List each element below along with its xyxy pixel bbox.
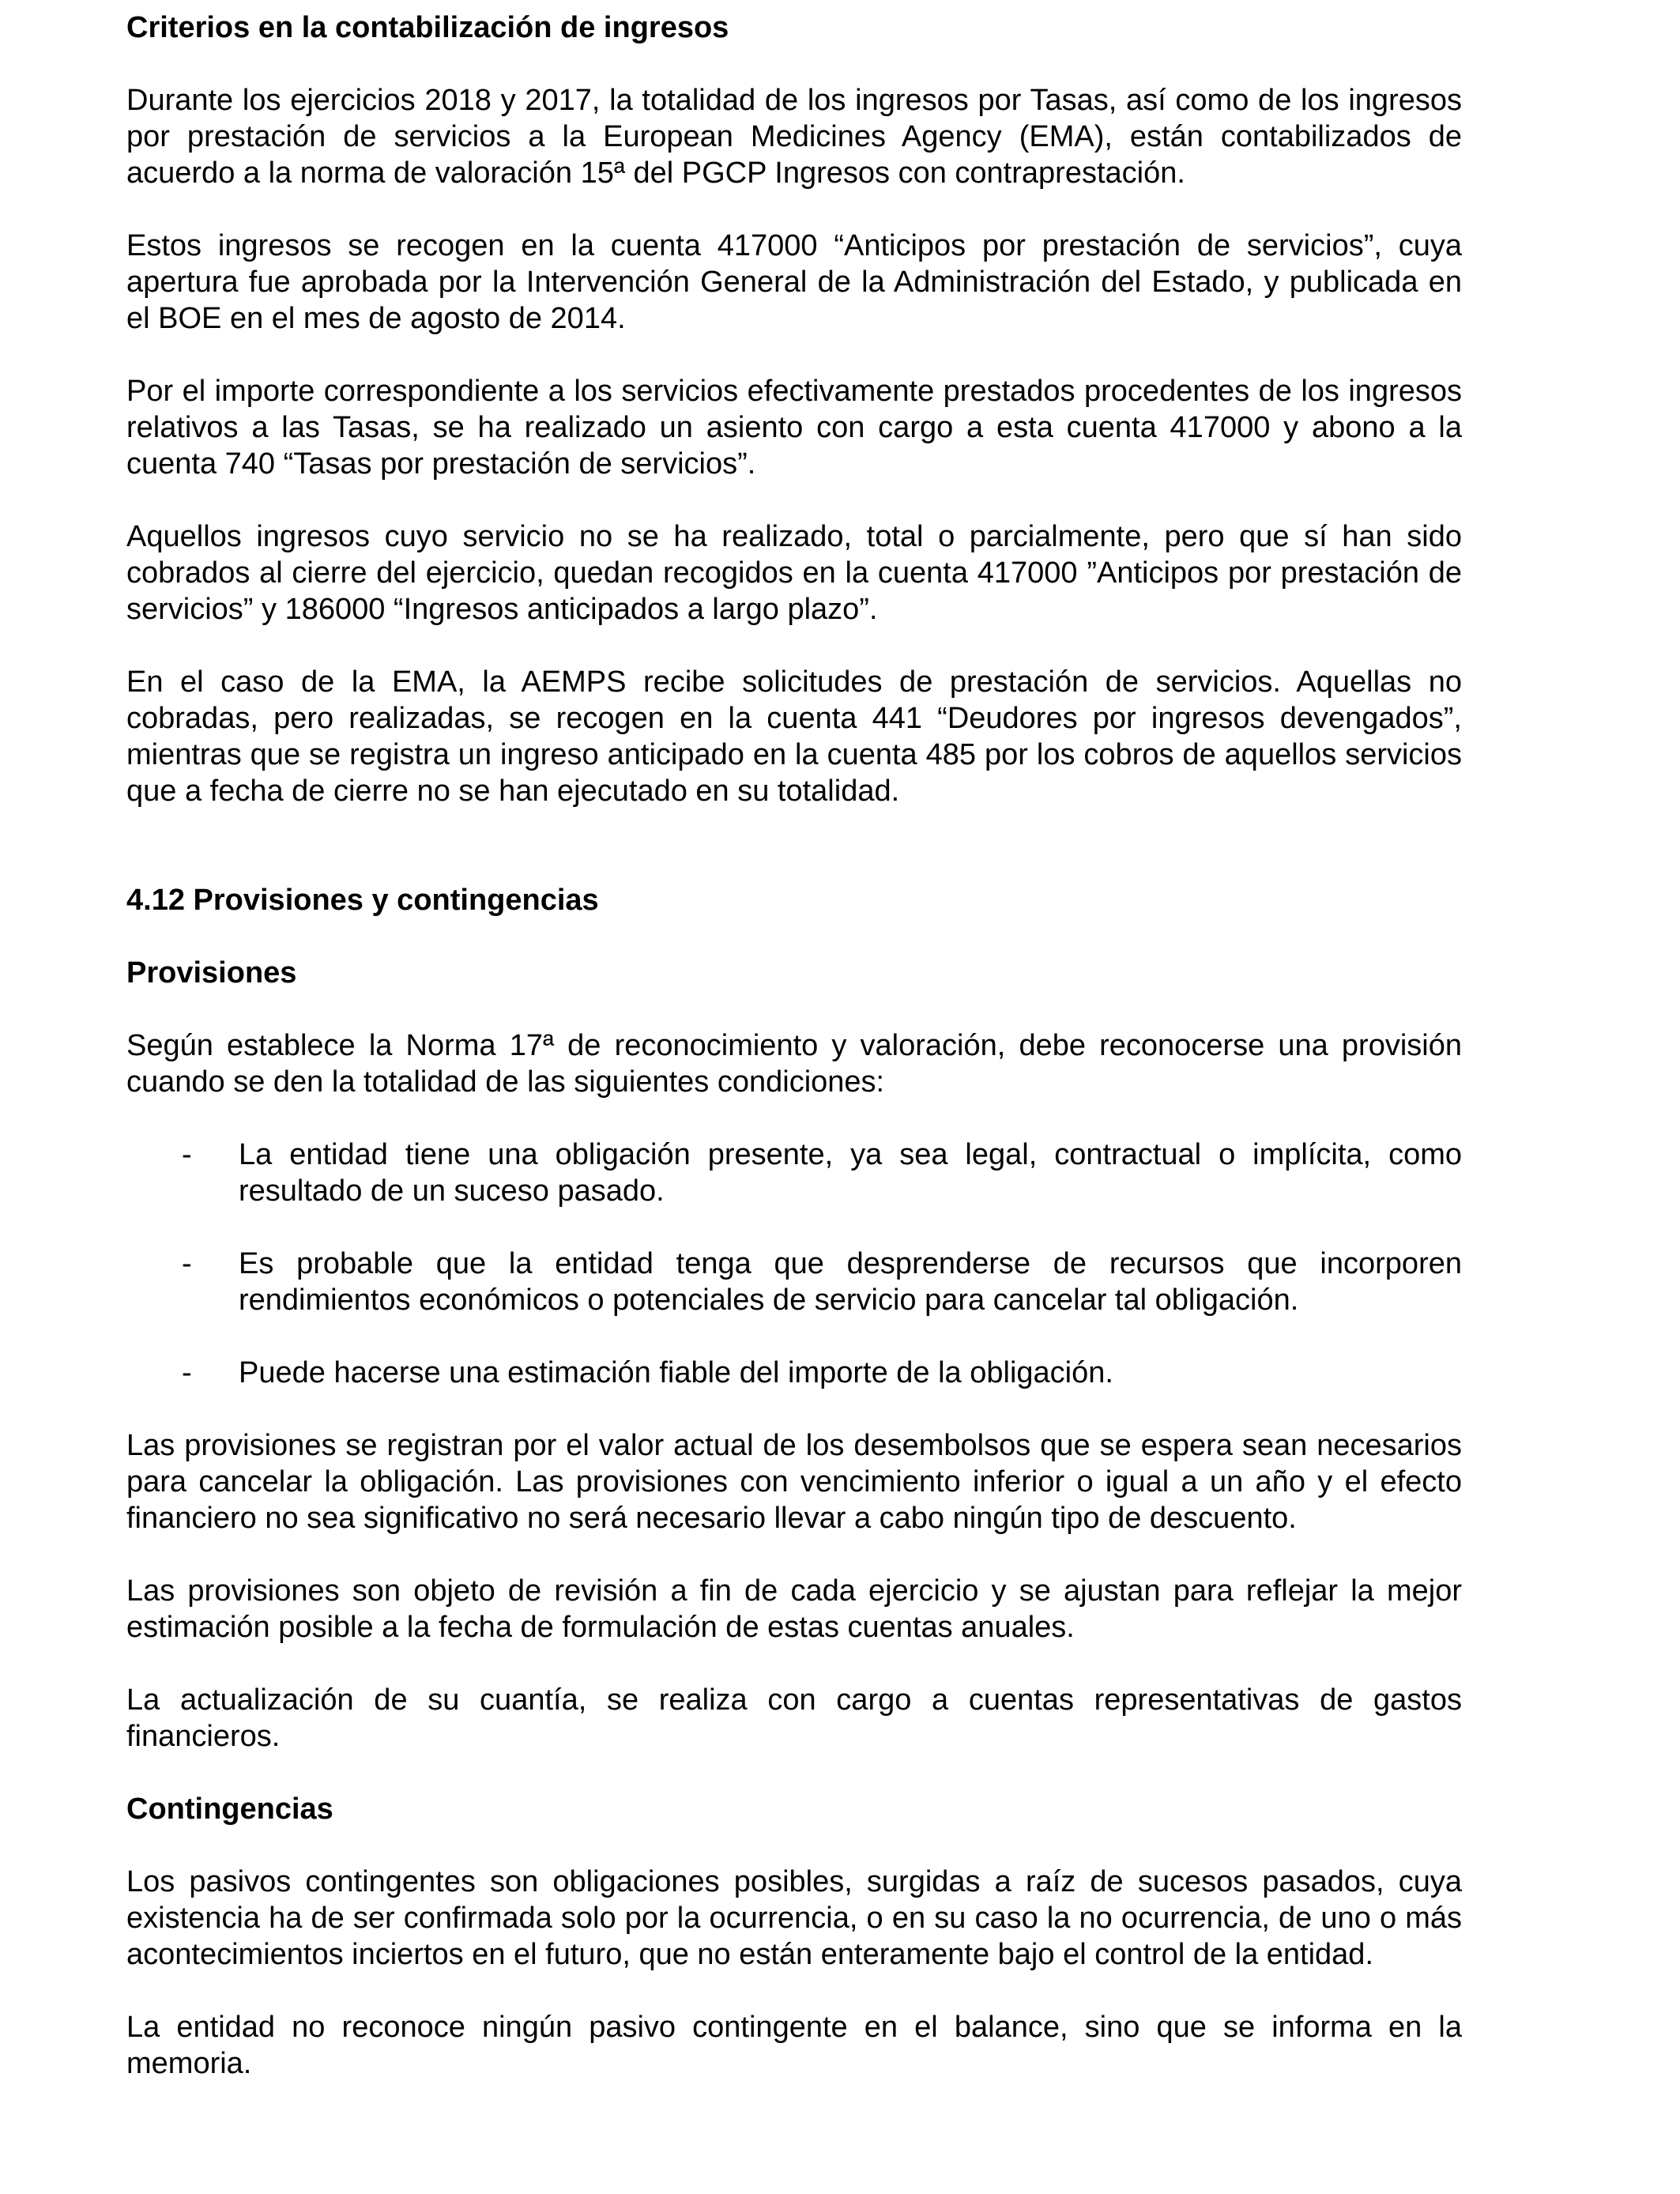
paragraph: Los pasivos contingentes son obligaciones posibles, surgidas a raíz de sucesos pasados, cuya existencia ha de ser confirmada solo por la ocurrencia, o en su caso la no ocurrencia, de uno o más acontecimientos inciertos en el futuro, que no están enteramente bajo el control de la entidad. — [126, 1865, 1462, 1971]
list-item — [126, 1246, 1462, 1318]
paragraph: Por el importe correspondiente a los servicios efectivamente prestados procedentes de los ingresos relativos a las Tasas, se ha realizado un asiento con cargo a esta cuenta 417000 y abono a la cuenta 740 “Tasas por prestación de servicios”. — [126, 375, 1462, 481]
section-heading-provisiones-contingencias: 4.12 Provisiones y contingencias — [126, 884, 599, 917]
paragraph: Las provisiones se registran por el valor actual de los desembolsos que se espera sean necesarios para cancelar la obligación. Las provisiones con vencimiento inferior o igual a un año y el efecto financiero no sea significativo no será necesario llevar a cabo ningún tipo de descuento. — [126, 1429, 1462, 1535]
paragraph: Aquellos ingresos cuyo servicio no se ha realizado, total o parcialmente, pero que sí han sido cobrados al cierre del ejercicio, quedan recogidos en la cuenta 417000 ”Anticipos por prestación de servicios” y 186000 “Ingresos anticipados a largo plazo”. — [126, 520, 1462, 626]
subsection-heading-contingencias: Contingencias — [126, 1793, 333, 1826]
paragraph: La entidad no reconoce ningún pasivo contingente en el balance, sino que se informa en la memoria. — [126, 2011, 1462, 2080]
bullet-dash: - — [182, 1356, 192, 1389]
paragraph: La actualización de su cuantía, se realiza con cargo a cuentas representativas de gastos financieros. — [126, 1683, 1462, 1753]
paragraph: Durante los ejercicios 2018 y 2017, la totalidad de los ingresos por Tasas, así como de los ingresos por prestación de servicios a la European Medicines Agency (EMA), están contabilizados de acuerdo a la norma de valoración 15ª del PGCP Ingresos con contraprestación. — [126, 84, 1462, 190]
paragraph: En el caso de la EMA, la AEMPS recibe solicitudes de prestación de servicios. Aquellas no cobradas, pero realizadas, se recogen en la cuenta 441 “Deudores por ingresos devengados”, mientras que se registra un ingreso anticipado en la cuenta 485 por los cobros de aquellos servicios que a fecha de cierre no se han ejecutado en su totalidad. — [126, 665, 1462, 808]
list-item — [126, 1355, 1462, 1391]
bullet-dash: - — [182, 1138, 192, 1171]
subsection-heading-provisiones: Provisiones — [126, 956, 297, 990]
bullet-dash: - — [182, 1247, 192, 1280]
list-item — [126, 1137, 1462, 1209]
paragraph: Estos ingresos se recogen en la cuenta 417000 “Anticipos por prestación de servicios”, cuya apertura fue aprobada por la Intervención General de la Administración del Estado, y publicada en el BOE en el mes de agosto de 2014. — [126, 229, 1462, 335]
list-item-text: Es probable que la entidad tenga que desprenderse de recursos que incorporen rendimientos económicos o potenciales de servicio para cancelar tal obligación. — [239, 1247, 1462, 1317]
paragraph: Las provisiones son objeto de revisión a fin de cada ejercicio y se ajustan para reflejar la mejor estimación posible a la fecha de formulación de estas cuentas anuales. — [126, 1574, 1462, 1644]
list-item-text: La entidad tiene una obligación presente, ya sea legal, contractual o implícita, como resultado de un suceso pasado. — [239, 1138, 1462, 1208]
paragraph: Según establece la Norma 17ª de reconocimiento y valoración, debe reconocerse una provisión cuando se den la totalidad de las siguientes condiciones: — [126, 1029, 1462, 1099]
list-item-text: Puede hacerse una estimación fiable del importe de la obligación. — [239, 1356, 1113, 1389]
document-page — [126, 9, 1462, 2082]
section-heading-criterios: Criterios en la contabilización de ingresos — [126, 11, 729, 44]
